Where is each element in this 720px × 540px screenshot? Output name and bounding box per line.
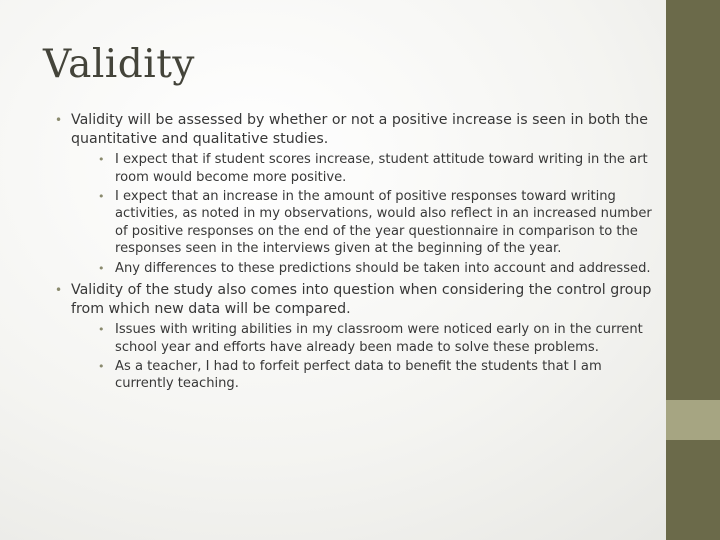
sub-bullet-item: • Issues with writing abilities in my classroom were noticed early on in the current school year and efforts have already been made to solve these problems.: [93, 321, 652, 356]
sub-bullet-item: • Any differences to these predictions should be taken into account and addressed.: [93, 260, 652, 278]
slide-title: Validity: [43, 42, 195, 87]
sidebar-accent-block: [666, 400, 720, 440]
bullet-text: Validity will be assessed by whether or not a positive increase is seen in both the quantitative and qualitative studies.: [71, 112, 648, 147]
bullet-list: [52, 111, 652, 397]
sub-bullet-list: [71, 151, 652, 277]
bullet-item: [52, 281, 652, 393]
bullet-item: [52, 111, 652, 277]
sidebar-bar: [666, 0, 720, 540]
sub-bullet-list: [71, 321, 652, 393]
sub-bullet-item: • As a teacher, I had to forfeit perfect data to benefit the students that I am currently teaching.: [93, 358, 652, 393]
sub-bullet-item: • I expect that if student scores increase, student attitude toward writing in the art room would become more positive.: [93, 151, 652, 186]
bullet-text: Validity of the study also comes into question when considering the control group from which new data will be compared.: [71, 282, 652, 318]
sub-bullet-item: • I expect that an increase in the amount of positive responses toward writing activities, as noted in my observations, would also reflect in an increased number of positive responses on the end of the year questionnaire in comparison to the responses seen in the interviews given at the beginning of the year.: [93, 188, 652, 258]
